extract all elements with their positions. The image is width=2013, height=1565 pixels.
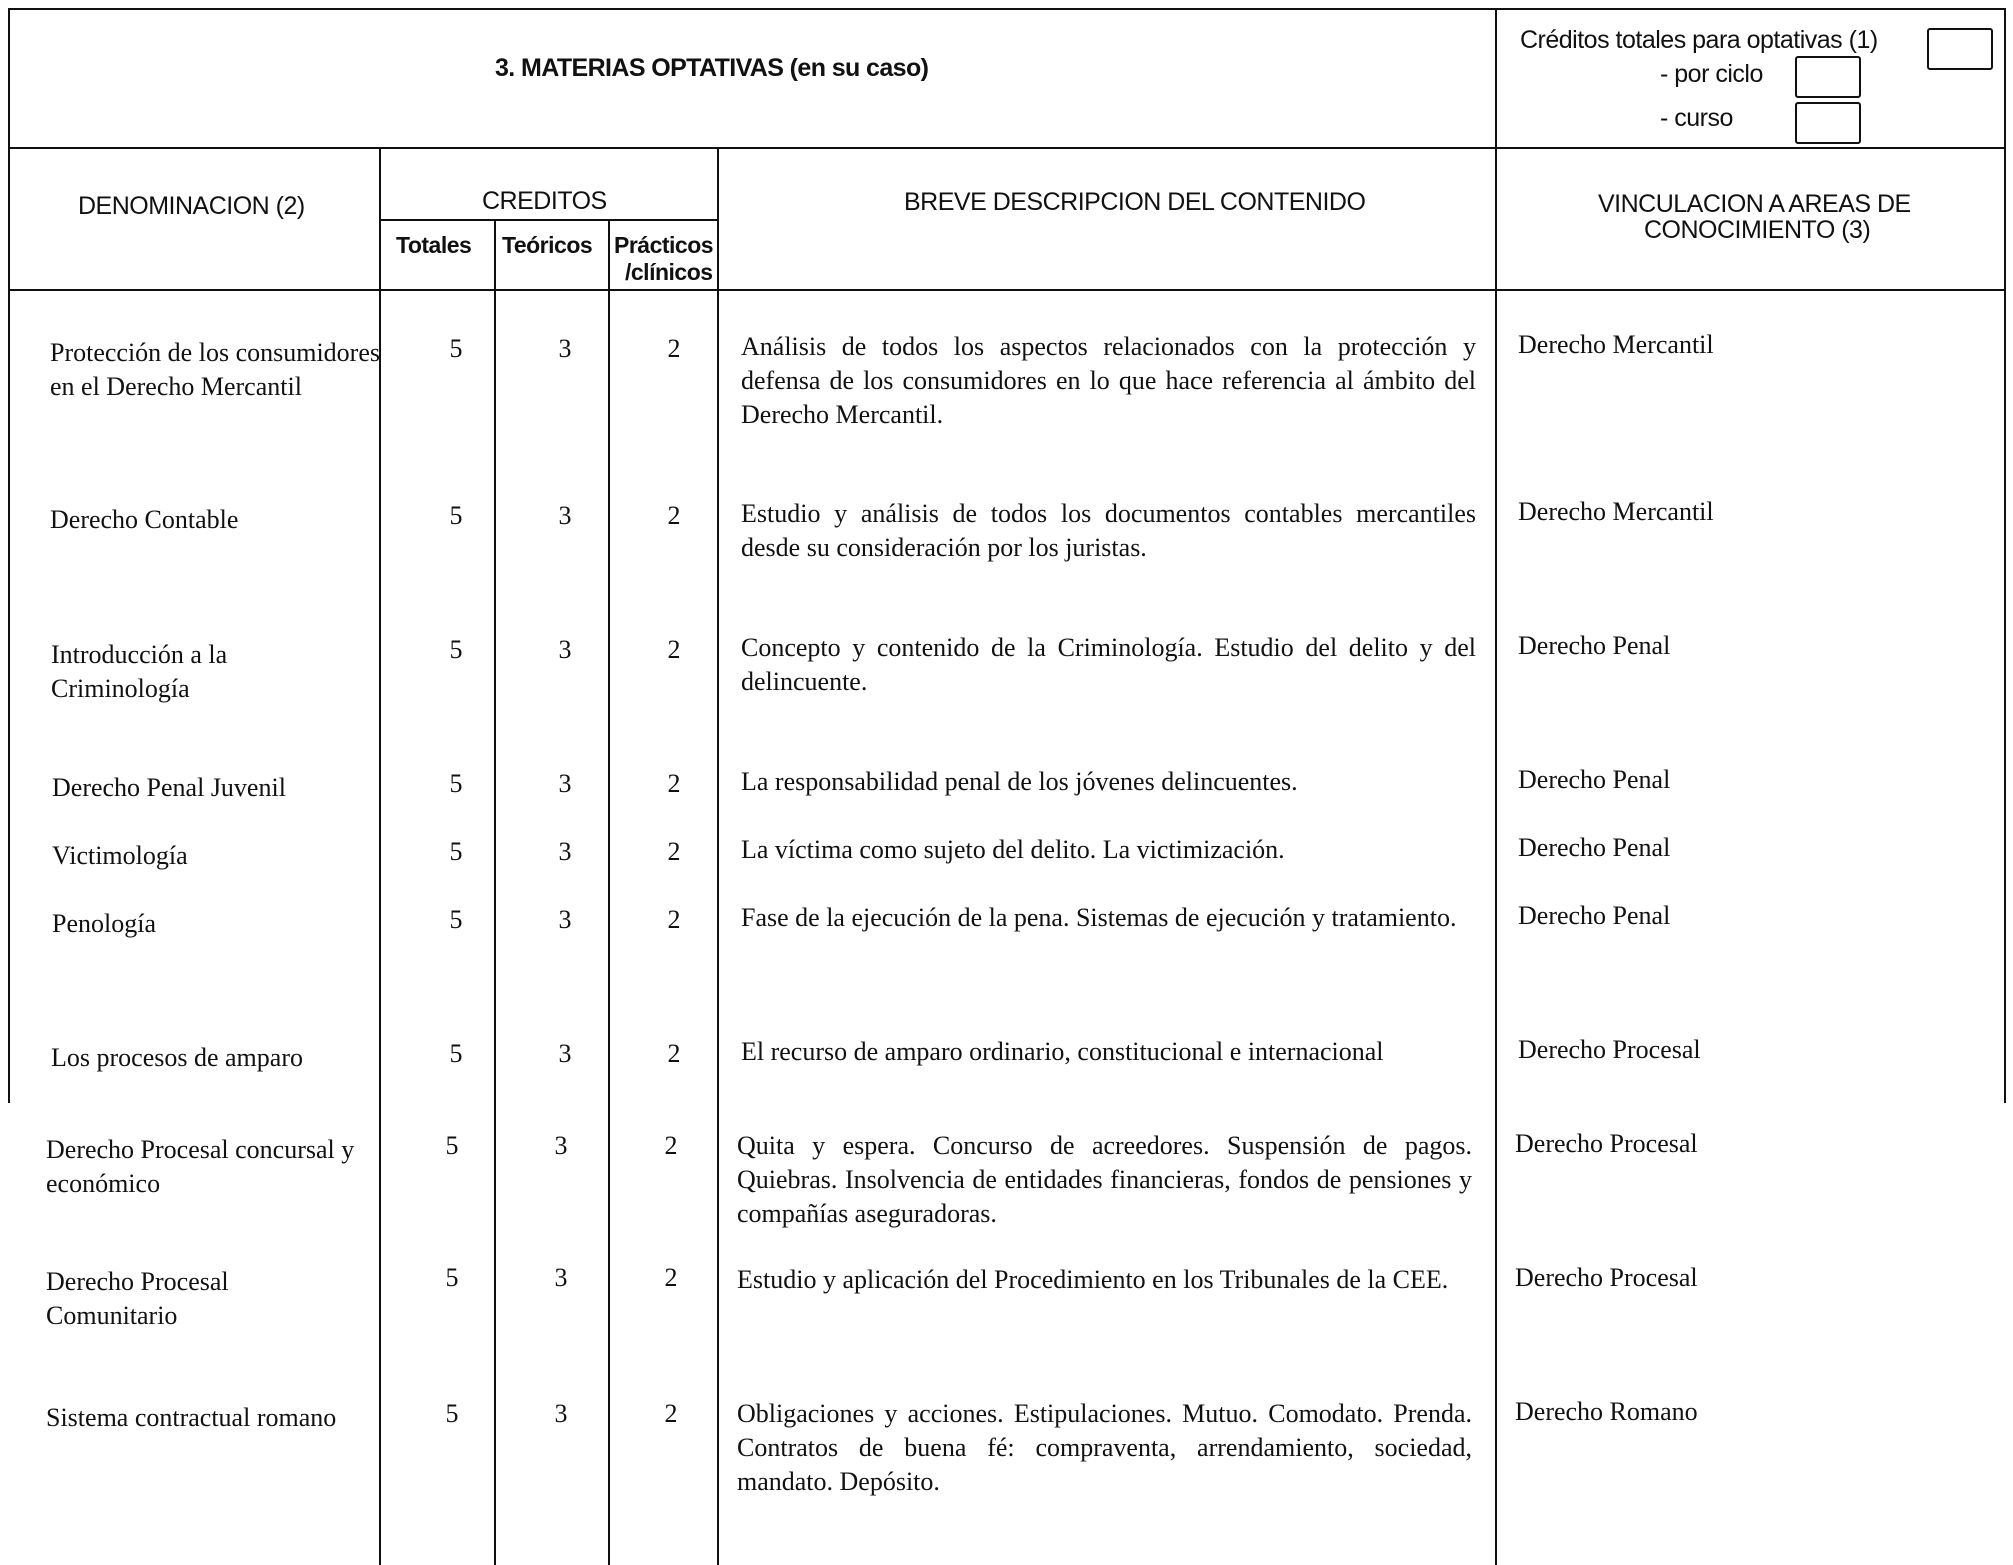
row-7-descripcion: Quita y espera. Concurso de acreedores. Suspensión de pagos. Quiebras. Insolvencia de entidades financieras, fondos de pensiones y compañías aseguradoras. (737, 1131, 1472, 1228)
row-9-area: Derecho Romano (1515, 1397, 1698, 1426)
column-divider-5 (1495, 8, 1497, 1565)
row-4-name: Victimología (52, 841, 188, 870)
row-6-teoricos: 3 (558, 1039, 572, 1068)
row-3-totales: 5 (449, 769, 463, 798)
row-9-teoricos: 3 (554, 1399, 568, 1428)
row-3-area: Derecho Penal (1518, 765, 1671, 794)
row-9-name: Sistema contractual romano (46, 1403, 337, 1432)
per-course-label: - curso (1660, 104, 1733, 132)
row-0-teoricos: 3 (558, 334, 572, 363)
row-0-descripcion: Análisis de todos los aspectos relacionados con la protección y defensa de los consumidores en lo que hace referencia al ámbito del Derecho Mercantil. (741, 332, 1476, 429)
row-8-descripcion: Estudio y aplicación del Procedimiento en los Tribunales de la CEE. (737, 1265, 1449, 1294)
col-header-vinculacion-2: CONOCIMIENTO (3) (1644, 216, 1871, 244)
row-9-practicos: 2 (664, 1399, 678, 1428)
column-divider-4 (717, 148, 719, 1565)
row-1-teoricos: 3 (558, 501, 572, 530)
col-header-practicos: Prácticos (614, 232, 714, 258)
row-4-teoricos: 3 (558, 837, 572, 866)
row-1-practicos: 2 (667, 501, 681, 530)
row-6-practicos: 2 (667, 1039, 681, 1068)
per-cycle-label: - por ciclo (1660, 60, 1763, 88)
row-8-practicos: 2 (664, 1263, 678, 1292)
row-3-name: Derecho Penal Juvenil (52, 773, 286, 802)
row-3-descripcion: La responsabilidad penal de los jóvenes delincuentes. (741, 767, 1298, 796)
col-header-denominacion: DENOMINACION (2) (78, 192, 305, 220)
credits-total-box[interactable] (1927, 28, 1993, 70)
row-9-descripcion: Obligaciones y acciones. Estipulaciones. Mutuo. Comodato. Prenda. Contratos de buena fé: compraventa, arrendamiento, sociedad, mandato. Depósito. (737, 1399, 1472, 1496)
col-header-totales: Totales (396, 232, 472, 258)
row-2-practicos: 2 (667, 635, 681, 664)
row-5-totales: 5 (449, 905, 463, 934)
row-6-area: Derecho Procesal (1518, 1035, 1701, 1064)
col-header-creditos: CREDITOS (482, 187, 607, 215)
per-course-box[interactable] (1795, 102, 1861, 144)
row-3-teoricos: 3 (558, 769, 572, 798)
row-0-name: Protección de los consumidores en el Derecho Mercantil (50, 338, 380, 401)
row-5-name: Penología (52, 909, 156, 938)
row-6-name: Los procesos de amparo (51, 1043, 303, 1072)
row-2-name: Introducción a la Criminología (51, 640, 228, 703)
row-5-practicos: 2 (667, 905, 681, 934)
row-8-area: Derecho Procesal (1515, 1263, 1698, 1292)
row-4-descripcion: La víctima como sujeto del delito. La victimización. (741, 835, 1285, 864)
col-header-descripcion: BREVE DESCRIPCION DEL CONTENIDO (904, 188, 1366, 216)
row-2-area: Derecho Penal (1518, 631, 1671, 660)
header-bottom-line (8, 147, 2006, 149)
row-9-totales: 5 (445, 1399, 459, 1428)
row-8-name: Derecho Procesal Comunitario (46, 1267, 229, 1330)
row-6-totales: 5 (449, 1039, 463, 1068)
row-1-descripcion: Estudio y análisis de todos los documentos contables mercantiles desde su consideración por los juristas. (741, 499, 1476, 562)
row-0-area: Derecho Mercantil (1518, 330, 1714, 359)
row-4-practicos: 2 (667, 837, 681, 866)
column-divider-2 (494, 219, 496, 1565)
col-header-clinicos: /clínicos (625, 259, 713, 285)
row-5-descripcion: Fase de la ejecución de la pena. Sistemas de ejecución y tratamiento. (741, 903, 1457, 932)
column-divider-3 (608, 219, 610, 1565)
row-0-totales: 5 (449, 334, 463, 363)
row-2-descripcion: Concepto y contenido de la Criminología. Estudio del delito y del delincuente. (741, 633, 1476, 696)
row-8-totales: 5 (445, 1263, 459, 1292)
row-5-area: Derecho Penal (1518, 901, 1671, 930)
row-7-area: Derecho Procesal (1515, 1129, 1698, 1158)
row-1-totales: 5 (449, 501, 463, 530)
credits-total-label: Créditos totales para optativas (1) (1520, 26, 1878, 54)
row-3-practicos: 2 (667, 769, 681, 798)
row-7-name: Derecho Procesal concursal y económico (46, 1135, 355, 1198)
frame-right-line (2004, 8, 2006, 1103)
section-title: 3. MATERIAS OPTATIVAS (en su caso) (495, 54, 929, 82)
frame-left-line (8, 8, 10, 1103)
row-2-teoricos: 3 (558, 635, 572, 664)
row-6-descripcion: El recurso de amparo ordinario, constitucional e internacional (741, 1037, 1384, 1066)
row-4-area: Derecho Penal (1518, 833, 1671, 862)
col-header-teoricos: Teóricos (502, 232, 593, 258)
col-header-vinculacion-1: VINCULACION A AREAS DE (1598, 190, 1911, 218)
row-5-teoricos: 3 (558, 905, 572, 934)
row-1-name: Derecho Contable (50, 505, 239, 534)
row-4-totales: 5 (449, 837, 463, 866)
row-1-area: Derecho Mercantil (1518, 497, 1714, 526)
frame-top-line (8, 8, 2006, 10)
row-7-teoricos: 3 (554, 1131, 568, 1160)
colheader-bottom-line (8, 289, 2006, 291)
row-8-teoricos: 3 (554, 1263, 568, 1292)
per-cycle-box[interactable] (1795, 56, 1861, 98)
row-7-totales: 5 (445, 1131, 459, 1160)
creditos-subheader-line (380, 219, 718, 221)
row-2-totales: 5 (449, 635, 463, 664)
row-7-practicos: 2 (664, 1131, 678, 1160)
row-0-practicos: 2 (667, 334, 681, 363)
